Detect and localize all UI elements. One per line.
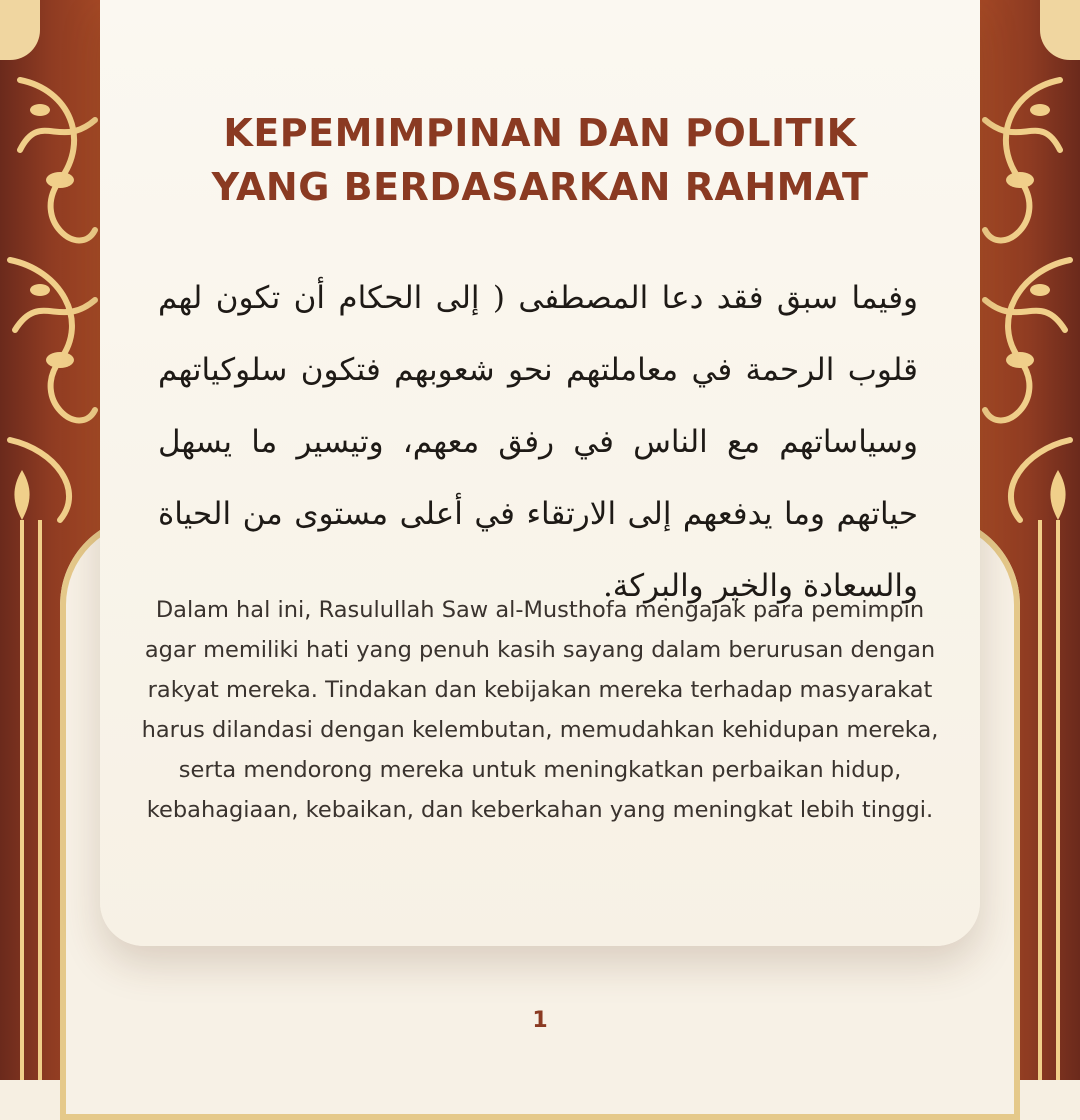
title-line-1: KEPEMIMPINAN DAN POLITIK: [223, 111, 857, 155]
page-number: 1: [532, 1008, 548, 1033]
title-line-2: YANG BERDASARKAN RAHMAT: [211, 165, 869, 209]
arabic-paragraph: وفيما سبق فقد دعا المصطفى ( إلى الحكام أن تكون لهم قلوب الرحمة في معاملتهم نحو شعوبهم فتكون سلوكياتهم وسياساتهم مع الناس في رفق معهم، وتيسير ما يسهل حياتهم وما يدفعهم إلى الارتقاء في أعلى مستوى من الحياة والسعادة والخير والبركة.: [158, 280, 918, 604]
translation-paragraph: Dalam hal ini, Rasulullah Saw al-Musthofa mengajak para pemimpin agar memiliki hati yang penuh kasih sayang dalam berurusan dengan rakyat mereka. Tindakan dan kebijakan mereka terhadap masyarakat harus dilandasi dengan kelembutan, memudahkan kehidupan mereka, serta mendorong mereka untuk meningkatkan perbaikan hidup, kebahagiaan, kebaikan, dan keberkahan yang meningkat lebih tinggi.: [141, 597, 939, 823]
page-title: [0, 106, 1080, 214]
